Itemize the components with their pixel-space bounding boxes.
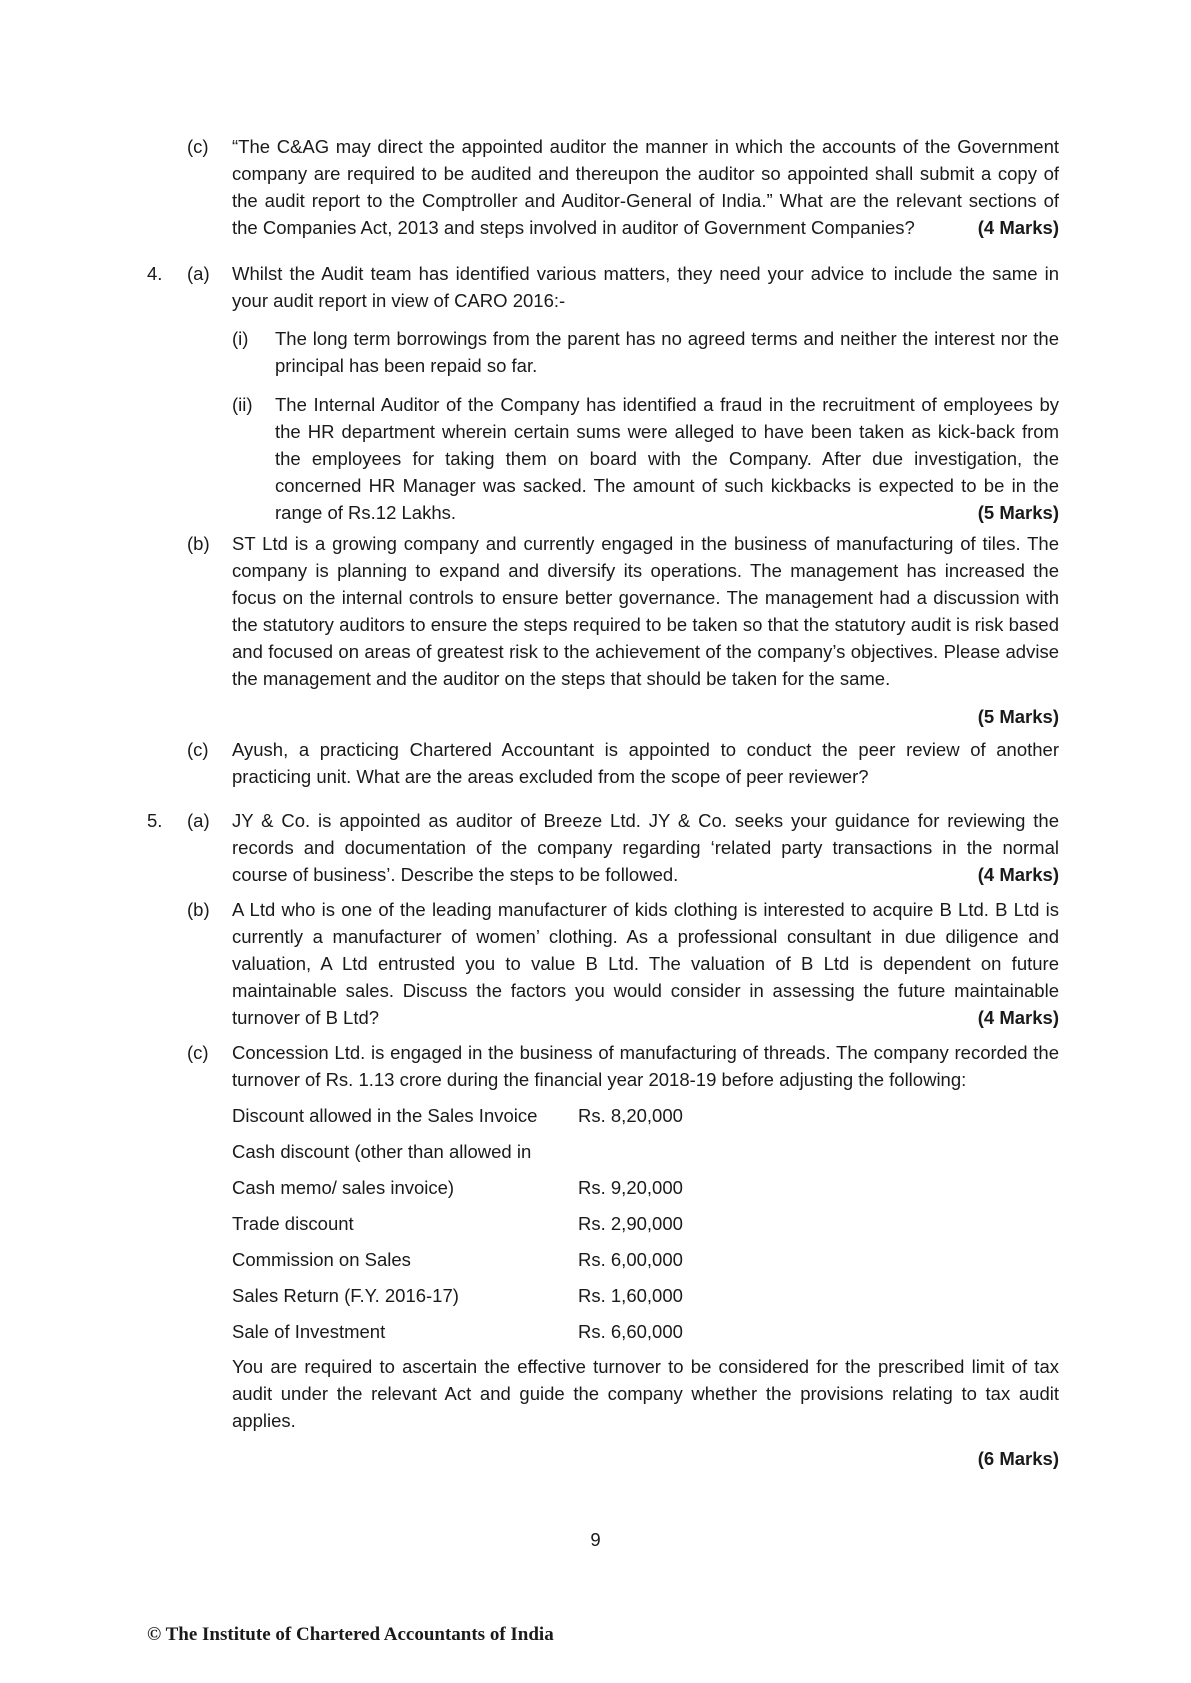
question-text <box>232 133 1059 241</box>
page-number: 9 <box>590 1529 601 1550</box>
sub-label: (b) <box>187 533 210 554</box>
row-value: Rs. 1,60,000 <box>578 1284 683 1306</box>
sub-label: (c) <box>187 739 209 760</box>
table-row <box>232 1097 683 1133</box>
row-value: Rs. 6,60,000 <box>578 1320 683 1342</box>
question-text: The long term borrowings from the parent has no agreed terms and neither the interest nor the principal has been repaid so far. <box>275 328 1059 376</box>
row-label: Sale of Investment <box>232 1320 386 1342</box>
question-5b-text: A Ltd who is one of the leading manufacturer of kids clothing is interested to acquire B Ltd. B Ltd is currently a manufacturer of women’ clothing. As a professional consultant in due diligence and valuation, A Ltd entrusted you to value B Ltd. The valuation of B Ltd is dependent on future maintainable sales. Discuss the factors you would consider in assessing the future maintainable turnover of B Ltd? <box>232 899 1059 1028</box>
roman-label: (ii) <box>232 394 253 415</box>
roman-label: (i) <box>232 328 249 349</box>
question-text <box>275 391 1059 526</box>
marks: (4 Marks) <box>977 864 1059 885</box>
row-label: Commission on Sales <box>232 1248 411 1270</box>
question-5a <box>147 807 1059 892</box>
question-text <box>232 1039 1059 1472</box>
sub-label: (c) <box>187 1042 209 1063</box>
marks: (4 Marks) <box>977 217 1059 238</box>
row-value: Rs. 9,20,000 <box>578 1176 683 1198</box>
question-3c <box>147 133 1059 243</box>
question-text: Whilst the Audit team has identified various matters, they need your advice to include the same in your audit report in view of CARO 2016:- <box>232 263 1059 311</box>
adjustments-table <box>232 1097 683 1349</box>
question-text <box>232 807 1059 888</box>
question-4b-text: ST Ltd is a growing company and currently engaged in the business of manufacturing of tiles. The company is planning to expand and diversify its operations. The management has increased the focus on the internal controls to ensure better governance. The management had a discussion with the statutory auditors to ensure the steps required to be taken so that the statutory audit is risk based and focused on areas of greatest risk to the achievement of the company’s objectives. Please advise the management and the auditor on the steps that should be taken for the same. <box>232 533 1059 689</box>
question-4a <box>147 260 1059 320</box>
row-label: Cash memo/ sales invoice) <box>232 1176 455 1198</box>
question-4b <box>147 530 1059 727</box>
table-row <box>232 1241 683 1277</box>
table-row <box>232 1313 683 1349</box>
question-5c-closing: You are required to ascertain the effective turnover to be considered for the prescribed limit of tax audit under the relevant Act and guide the company whether the provisions relating to tax audit applies. <box>232 1356 1059 1431</box>
sub-label: (b) <box>187 899 210 920</box>
table-row <box>232 1277 683 1313</box>
row-value: Rs. 6,00,000 <box>578 1248 683 1270</box>
marks: (6 Marks) <box>977 1448 1059 1469</box>
question-3c-text: “The C&AG may direct the appointed auditor the manner in which the accounts of the Government company are required to be audited and thereupon the auditor so appointed shall submit a copy of the audit report to the Comptroller and Auditor-General of India.” What are the relevant sections of the Companies Act, 2013 and steps involved in auditor of Government Companies? <box>232 136 1059 238</box>
row-value <box>578 1133 683 1169</box>
row-label: Discount allowed in the Sales Invoice <box>232 1104 538 1126</box>
question-number: 5. <box>147 810 163 831</box>
question-4a-i <box>147 325 1059 381</box>
question-4c <box>147 736 1059 792</box>
question-text: Ayush, a practicing Chartered Accountant is appointed to conduct the peer review of another practicing unit. What are the areas excluded from the scope of peer reviewer? <box>232 739 1059 787</box>
marks: (4 Marks) <box>977 1007 1059 1028</box>
sub-label: (a) <box>187 263 210 284</box>
row-value: Rs. 8,20,000 <box>578 1104 683 1126</box>
sub-label: (a) <box>187 810 210 831</box>
question-5c-text: Concession Ltd. is engaged in the business of manufacturing of threads. The company recorded the turnover of Rs. 1.13 crore during the financial year 2018-19 before adjusting the following: <box>232 1042 1059 1090</box>
row-label: Sales Return (F.Y. 2016-17) <box>232 1284 459 1306</box>
question-number: 4. <box>147 263 163 284</box>
adjustments-rows <box>232 1097 683 1349</box>
question-4a-ii <box>147 391 1059 523</box>
footer-copyright: © The Institute of Chartered Accountants of India <box>147 1624 554 1645</box>
question-5c <box>147 1039 1059 1469</box>
row-label: Cash discount (other than allowed in <box>232 1140 532 1162</box>
question-text <box>232 530 1059 730</box>
sub-label: (c) <box>187 136 209 157</box>
table-row <box>232 1205 683 1241</box>
question-5a-text: JY & Co. is appointed as auditor of Breeze Ltd. JY & Co. seeks your guidance for reviewing the records and documentation of the company regarding ‘related party transactions in the normal course of business’. Describe the steps to be followed. <box>232 810 1059 885</box>
table-row <box>232 1133 683 1169</box>
question-4a-ii-text: The Internal Auditor of the Company has identified a fraud in the recruitment of employees by the HR department wherein certain sums were alleged to have been taken as kick-back from the employees for taking them on board with the Company. After due investigation, the concerned HR Manager was sacked. The amount of such kickbacks is expected to be in the range of Rs.12 Lakhs. <box>275 394 1059 523</box>
question-5b <box>147 896 1059 1031</box>
row-label: Trade discount <box>232 1212 354 1234</box>
row-value: Rs. 2,90,000 <box>578 1212 683 1234</box>
marks: (5 Marks) <box>977 706 1059 727</box>
question-text <box>232 896 1059 1031</box>
table-row <box>232 1169 683 1205</box>
marks: (5 Marks) <box>977 502 1059 523</box>
